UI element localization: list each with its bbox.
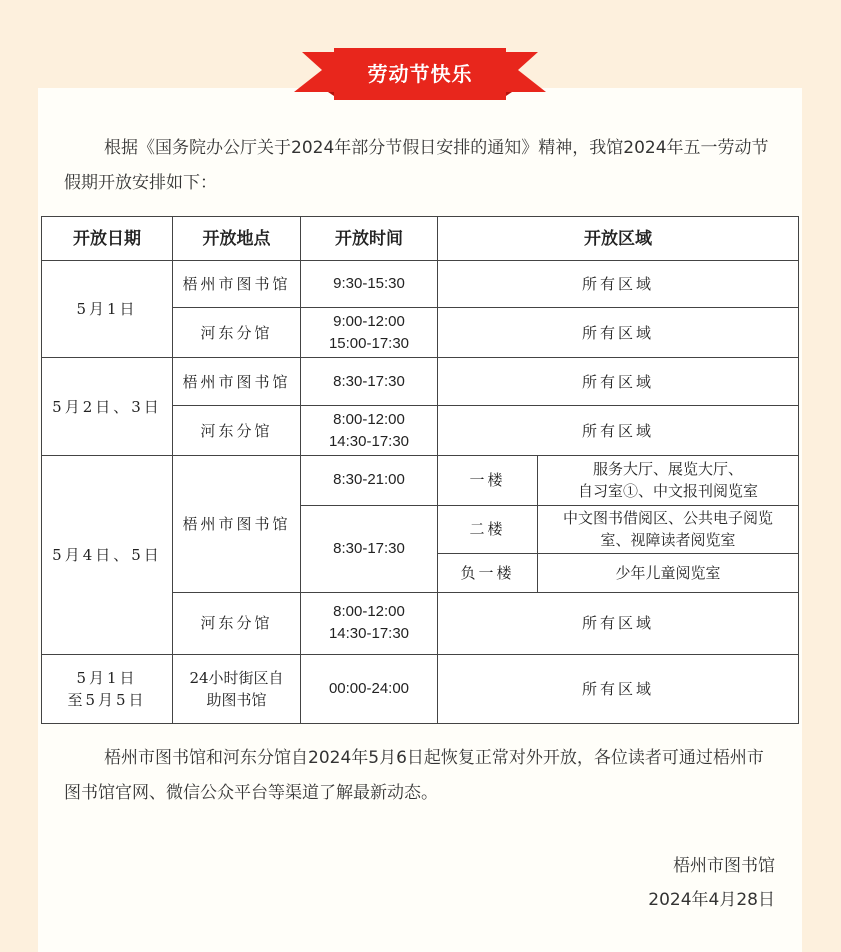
- date-cell: 5月1日: [42, 261, 173, 358]
- table-row: [42, 261, 799, 308]
- location-cell: 梧州市图书馆: [173, 358, 301, 406]
- floor-cell: 二楼: [438, 505, 538, 553]
- time-line: 8:00-12:00: [333, 603, 405, 621]
- time-cell: 8:30-17:30: [301, 358, 438, 406]
- location-cell: [173, 654, 301, 723]
- header-time: 开放时间: [301, 217, 438, 261]
- area-cell: 所有区域: [438, 261, 799, 308]
- floor-cell: 一楼: [438, 456, 538, 505]
- schedule-table: [41, 216, 799, 724]
- date-line: 至5月5日: [67, 690, 147, 709]
- header-location: 开放地点: [173, 217, 301, 261]
- area-line: 中文图书借阅区、公共电子阅览: [562, 509, 773, 528]
- signature-date: 2024年4月28日: [648, 890, 775, 910]
- location-cell: 河东分馆: [173, 308, 301, 358]
- area-line: 自习室①、中文报刊阅览室: [577, 482, 758, 501]
- location-cell: 河东分馆: [173, 592, 301, 654]
- location-line: 助图书馆: [206, 690, 267, 709]
- time-line: 14:30-17:30: [328, 432, 410, 450]
- header-area: 开放区域: [438, 217, 799, 261]
- time-cell: [301, 308, 438, 358]
- date-line: 5月1日: [76, 668, 138, 687]
- time-cell: 00:00-24:00: [301, 654, 438, 723]
- date-cell: 5月4日、5日: [42, 456, 173, 654]
- area-cell: 所有区域: [438, 406, 799, 456]
- table-header-row: [42, 217, 799, 261]
- date-cell: [42, 654, 173, 723]
- time-line: 9:00-12:00: [333, 312, 405, 330]
- time-cell: 9:30-15:30: [301, 261, 438, 308]
- location-cell: 梧州市图书馆: [173, 456, 301, 592]
- table-row: [42, 456, 799, 505]
- time-line: 8:00-12:00: [333, 410, 405, 428]
- location-cell: 河东分馆: [173, 406, 301, 456]
- table-row: [42, 358, 799, 406]
- area-cell: 所有区域: [438, 654, 799, 723]
- date-cell: 5月2日、3日: [42, 358, 173, 456]
- area-cell: [538, 456, 799, 505]
- time-cell: 8:30-21:00: [301, 456, 438, 505]
- time-cell: 8:30-17:30: [301, 505, 438, 592]
- table-row: [42, 654, 799, 723]
- location-cell: 梧州市图书馆: [173, 261, 301, 308]
- floor-cell: 负一楼: [438, 553, 538, 592]
- header-date: 开放日期: [42, 217, 173, 261]
- time-line: 14:30-17:30: [328, 625, 410, 643]
- area-cell: [538, 505, 799, 553]
- holiday-banner: [294, 48, 546, 100]
- intro-paragraph: 根据《国务院办公厅关于2024年部分节假日安排的通知》精神，我馆2024年五一劳动节假期开放安排如下：: [64, 138, 769, 193]
- time-cell: [301, 592, 438, 654]
- area-cell: 少年儿童阅览室: [538, 553, 799, 592]
- location-line: 24小时街区自: [189, 668, 284, 687]
- area-line: 室、视障读者阅览室: [600, 531, 736, 550]
- closing-paragraph: 梧州市图书馆和河东分馆自2024年5月6日起恢复正常对外开放，各位读者可通过梧州市图书馆官网、微信公众平台等渠道了解最新动态。: [64, 748, 764, 803]
- time-cell: [301, 406, 438, 456]
- area-cell: 所有区域: [438, 592, 799, 654]
- time-line: 15:00-17:30: [328, 334, 410, 352]
- area-line: 服务大厅、展览大厅、: [592, 460, 743, 479]
- area-cell: 所有区域: [438, 358, 799, 406]
- signature-org: 梧州市图书馆: [673, 856, 775, 876]
- area-cell: 所有区域: [438, 308, 799, 358]
- banner-title: 劳动节快乐: [367, 62, 473, 86]
